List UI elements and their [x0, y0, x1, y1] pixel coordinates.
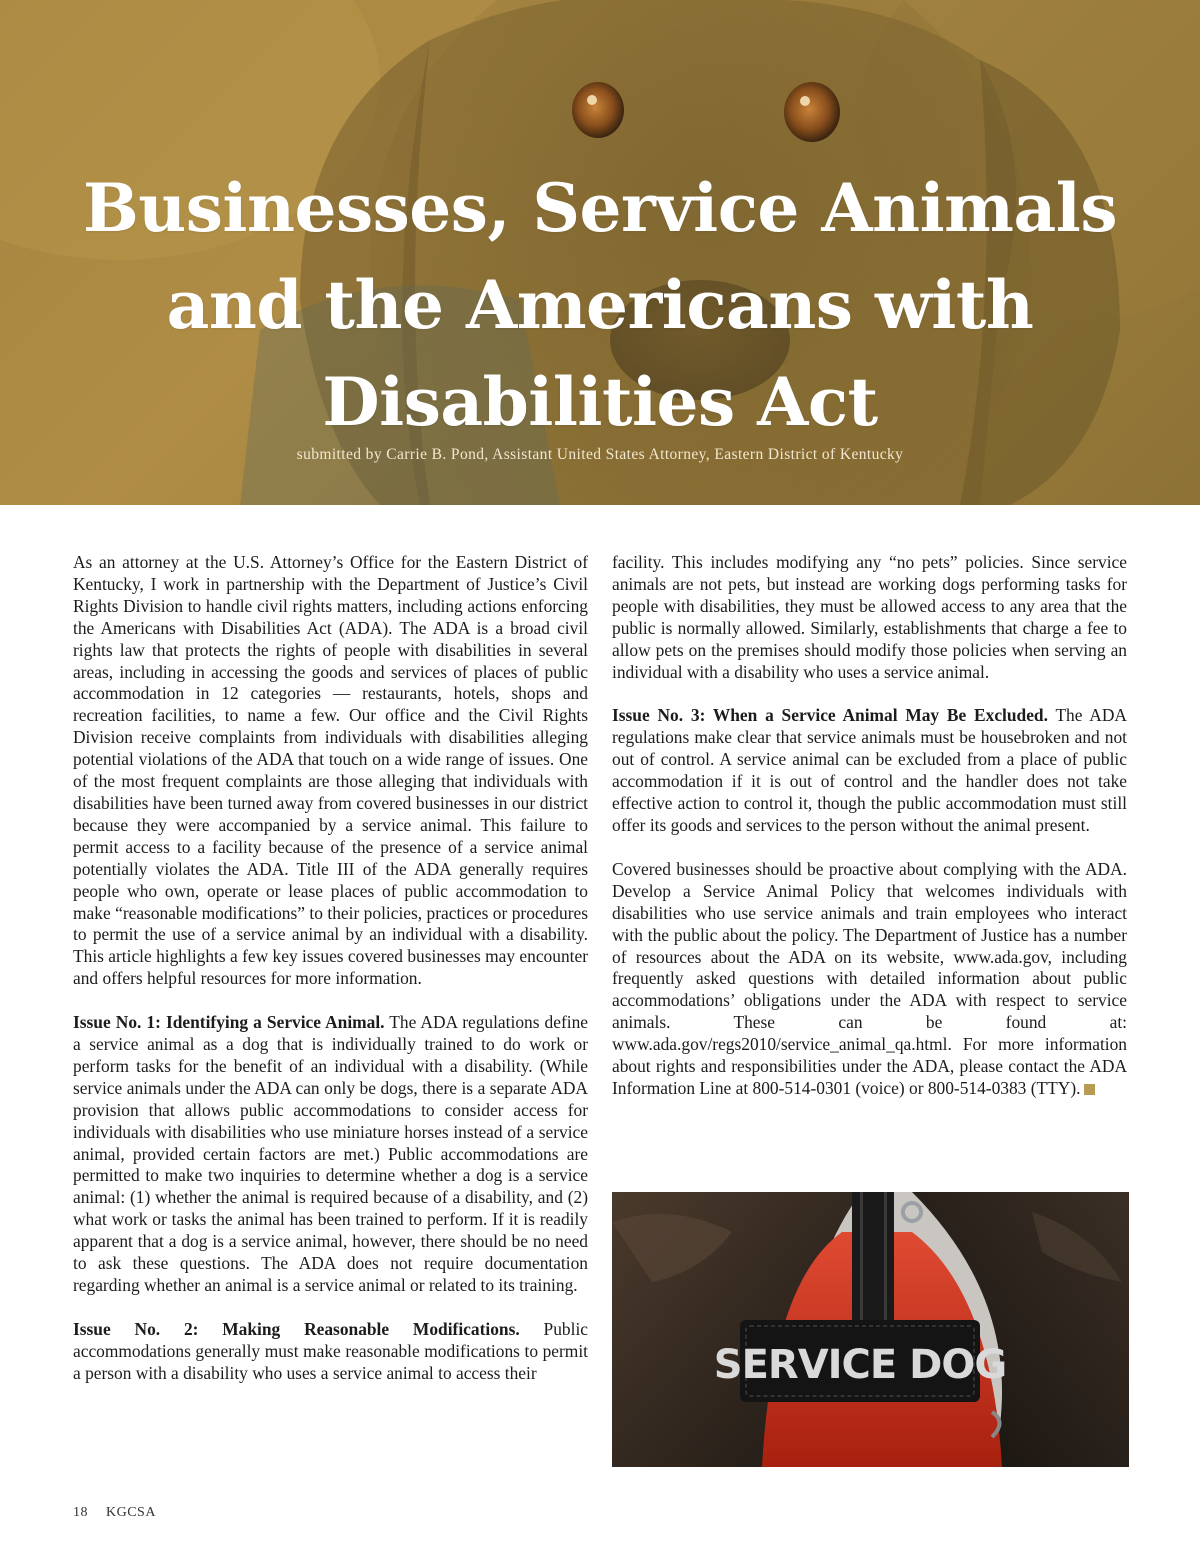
issue-2-continued-paragraph: facility. This includes modifying any “no pets” policies. Since service animals are not pets, but instead are working dogs performing tasks for people with disabilities, they must be allowed access to any area that the public is normally allowed. Similarly, establishments that charge a fee to allow pets on the premises should modify those policies when serving an individual with a disability who uses a service animal. — [612, 552, 1127, 682]
end-of-article-square-icon — [1084, 1084, 1095, 1095]
vest-patch-text: SERVICE DOG — [713, 1342, 1007, 1388]
closing-text: Covered businesses should be proactive about complying with the ADA. Develop a Service Animal Policy that welcomes individuals with disabilities who use service animals and train employees who interact with the public about the policy. The Department of Justice has a number of resources about the ADA on its website, www.ada.gov, including frequently asked questions with detailed information about public accommodations’ obligations under the ADA with respect to service animals. These can be found at: www.ada.gov/regs2010/service_animal_qa.html. For more information about rights and responsibilities under the ADA, please contact the ADA Information Line at 800-514-0301 (voice) or 800-514-0383 (TTY). — [612, 858, 1127, 1098]
issue-1-heading: Issue No. 1: Identifying a Service Animal. — [73, 1012, 385, 1033]
issue-2-paragraph — [73, 1319, 588, 1385]
page-number: 18 — [73, 1505, 88, 1520]
issue-3-body: The ADA regulations make clear that service animals must be housebroken and not out of control. A service animal can be excluded from a place of public accommodation if it is out of control and the handler does not take effective action to control it, though the public accommodation must still offer its goods and services to the person without the animal present. — [612, 705, 1127, 835]
issue-1-body: The ADA regulations define a service animal as a dog that is individually trained to do work or perform tasks for the benefit of an individual with a disability. (While service animals under the ADA can only be dogs, there is a separate ADA provision that allows public accommodations to consider access for individuals with disabilities who use miniature horses instead of a service animal, provided certain factors are met.) Public accommodations are permitted to make two inquiries to determine whether a dog is a service animal: (1) whether the animal is required because of a disability, and (2) what work or tasks the animal has been trained to perform. If it is readily apparent that a dog is a service animal, however, there should be no need to ask these questions. The ADA does not require documentation regarding whether an animal is a service animal or related to its training. — [73, 1012, 588, 1295]
issue-3-heading: Issue No. 3: When a Service Animal May Be Excluded. — [612, 705, 1048, 726]
hero-banner — [0, 0, 1200, 505]
issue-3-paragraph — [612, 705, 1127, 836]
article-column-left — [73, 552, 588, 1385]
intro-paragraph: As an attorney at the U.S. Attorney’s Office for the Eastern District of Kentucky, I work in partnership with the Department of Justice’s Civil Rights Division to handle civil rights matters, including actions enforcing the Americans with Disabilities Act (ADA). The ADA is a broad civil rights law that protects the rights of people with disabilities in several areas, including in accessing the goods and services of places of public accommodation in 12 categories — restaurants, hotels, shops and recreation facilities, to name a few. Our office and the Civil Rights Division receive complaints from individuals with disabilities alleging potential violations of the ADA that touch on a wide range of issues. One of the most frequent complaints are those alleging that individuals with disabilities have been turned away from covered businesses in our district because they were accompanied by a service animal. This failure to permit access to a facility because of the presence of a service animal potentially violates the ADA. Title III of the ADA generally requires people who own, operate or lease places of public accommodation to make “reasonable modifications” to their policies, practices or procedures to permit the use of a service animal by an individual with a disability. This article highlights a few key issues covered businesses may encounter and offers helpful resources for more information. — [73, 552, 588, 989]
article-byline: submitted by Carrie B. Pond, Assistant United States Attorney, Eastern District of Kentucky — [296, 446, 904, 463]
article-title: Businesses, Service Animals and the Americans with Disabilities Act — [83, 169, 1117, 441]
closing-paragraph — [612, 859, 1127, 1100]
publication-name: KGCSA — [106, 1505, 156, 1520]
article-column-right — [612, 552, 1127, 1100]
service-dog-illustration — [612, 1192, 1129, 1467]
issue-1-paragraph — [73, 1012, 588, 1297]
issue-2-heading: Issue No. 2: Making Reasonable Modifications. — [73, 1318, 520, 1339]
service-dog-vest-photo — [612, 1192, 1129, 1467]
issue-2-body-part1: Public accommodations generally must make reasonable modifications to permit a person with a disability who uses a service animal to access their — [73, 1318, 588, 1383]
page-footer — [73, 1505, 156, 1521]
